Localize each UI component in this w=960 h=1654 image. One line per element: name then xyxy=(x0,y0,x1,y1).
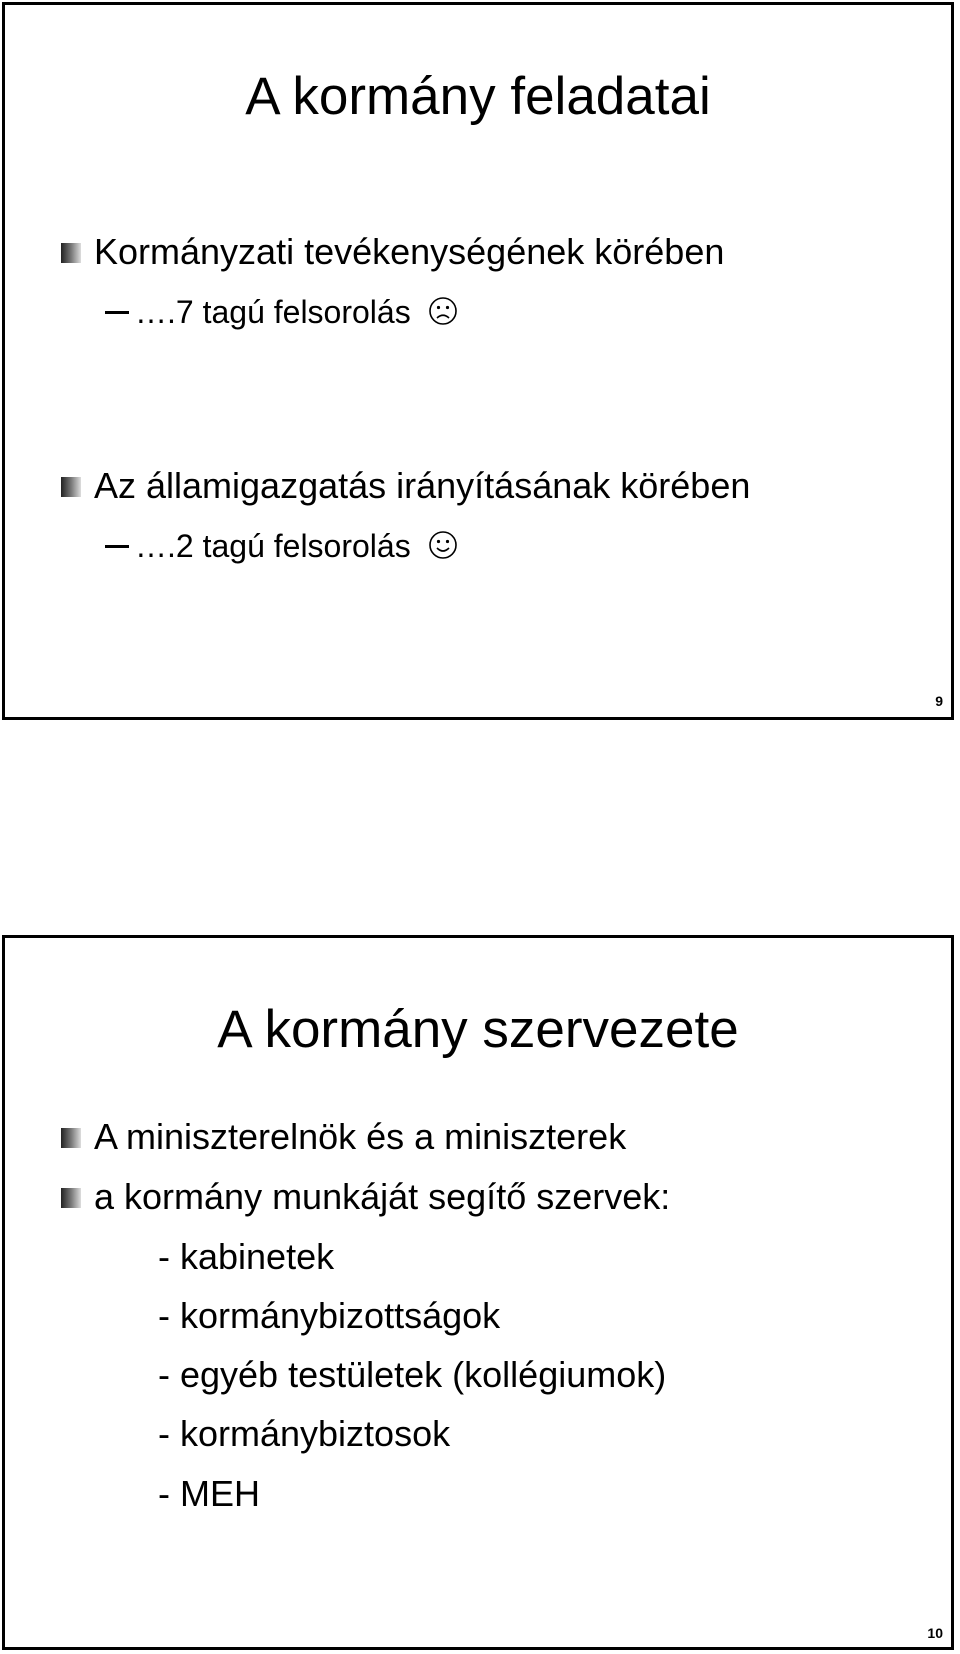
square-bullet-icon xyxy=(60,242,82,264)
slide-title: A kormány feladatai xyxy=(245,67,711,126)
bullet-text: A miniszterelnök és a miniszterek xyxy=(94,1116,627,1157)
sub-item-text: ….7 tagú felsorolás xyxy=(135,294,411,330)
square-bullet-icon xyxy=(60,1127,82,1149)
list-item: - kabinetek xyxy=(158,1236,335,1277)
bullet-text: Az államigazgatás irányításának körében xyxy=(94,465,751,506)
smiley-face-icon xyxy=(428,530,458,560)
slide-9 xyxy=(2,2,954,720)
square-bullet-icon xyxy=(60,1187,82,1209)
list-item: - kormánybiztosok xyxy=(158,1413,451,1454)
slide-10 xyxy=(2,935,954,1650)
slide-title: A kormány szervezete xyxy=(217,1000,739,1059)
sub-item xyxy=(105,527,458,565)
sub-item xyxy=(105,293,458,331)
sub-item-text: ….2 tagú felsorolás xyxy=(135,528,411,564)
dash-icon xyxy=(105,545,129,548)
square-bullet-icon xyxy=(60,476,82,498)
list-item: - kormánybizottságok xyxy=(158,1295,501,1336)
bullet-text: Kormányzati tevékenységének körében xyxy=(94,231,725,272)
list-item: - egyéb testületek (kollégiumok) xyxy=(158,1354,667,1395)
sad-face-icon xyxy=(428,296,458,326)
bullet-text: a kormány munkáját segítő szervek: xyxy=(94,1176,671,1217)
page-number: 9 xyxy=(935,693,943,709)
list-item: - MEH xyxy=(158,1473,260,1514)
dash-icon xyxy=(105,311,129,314)
page-number: 10 xyxy=(927,1625,943,1641)
